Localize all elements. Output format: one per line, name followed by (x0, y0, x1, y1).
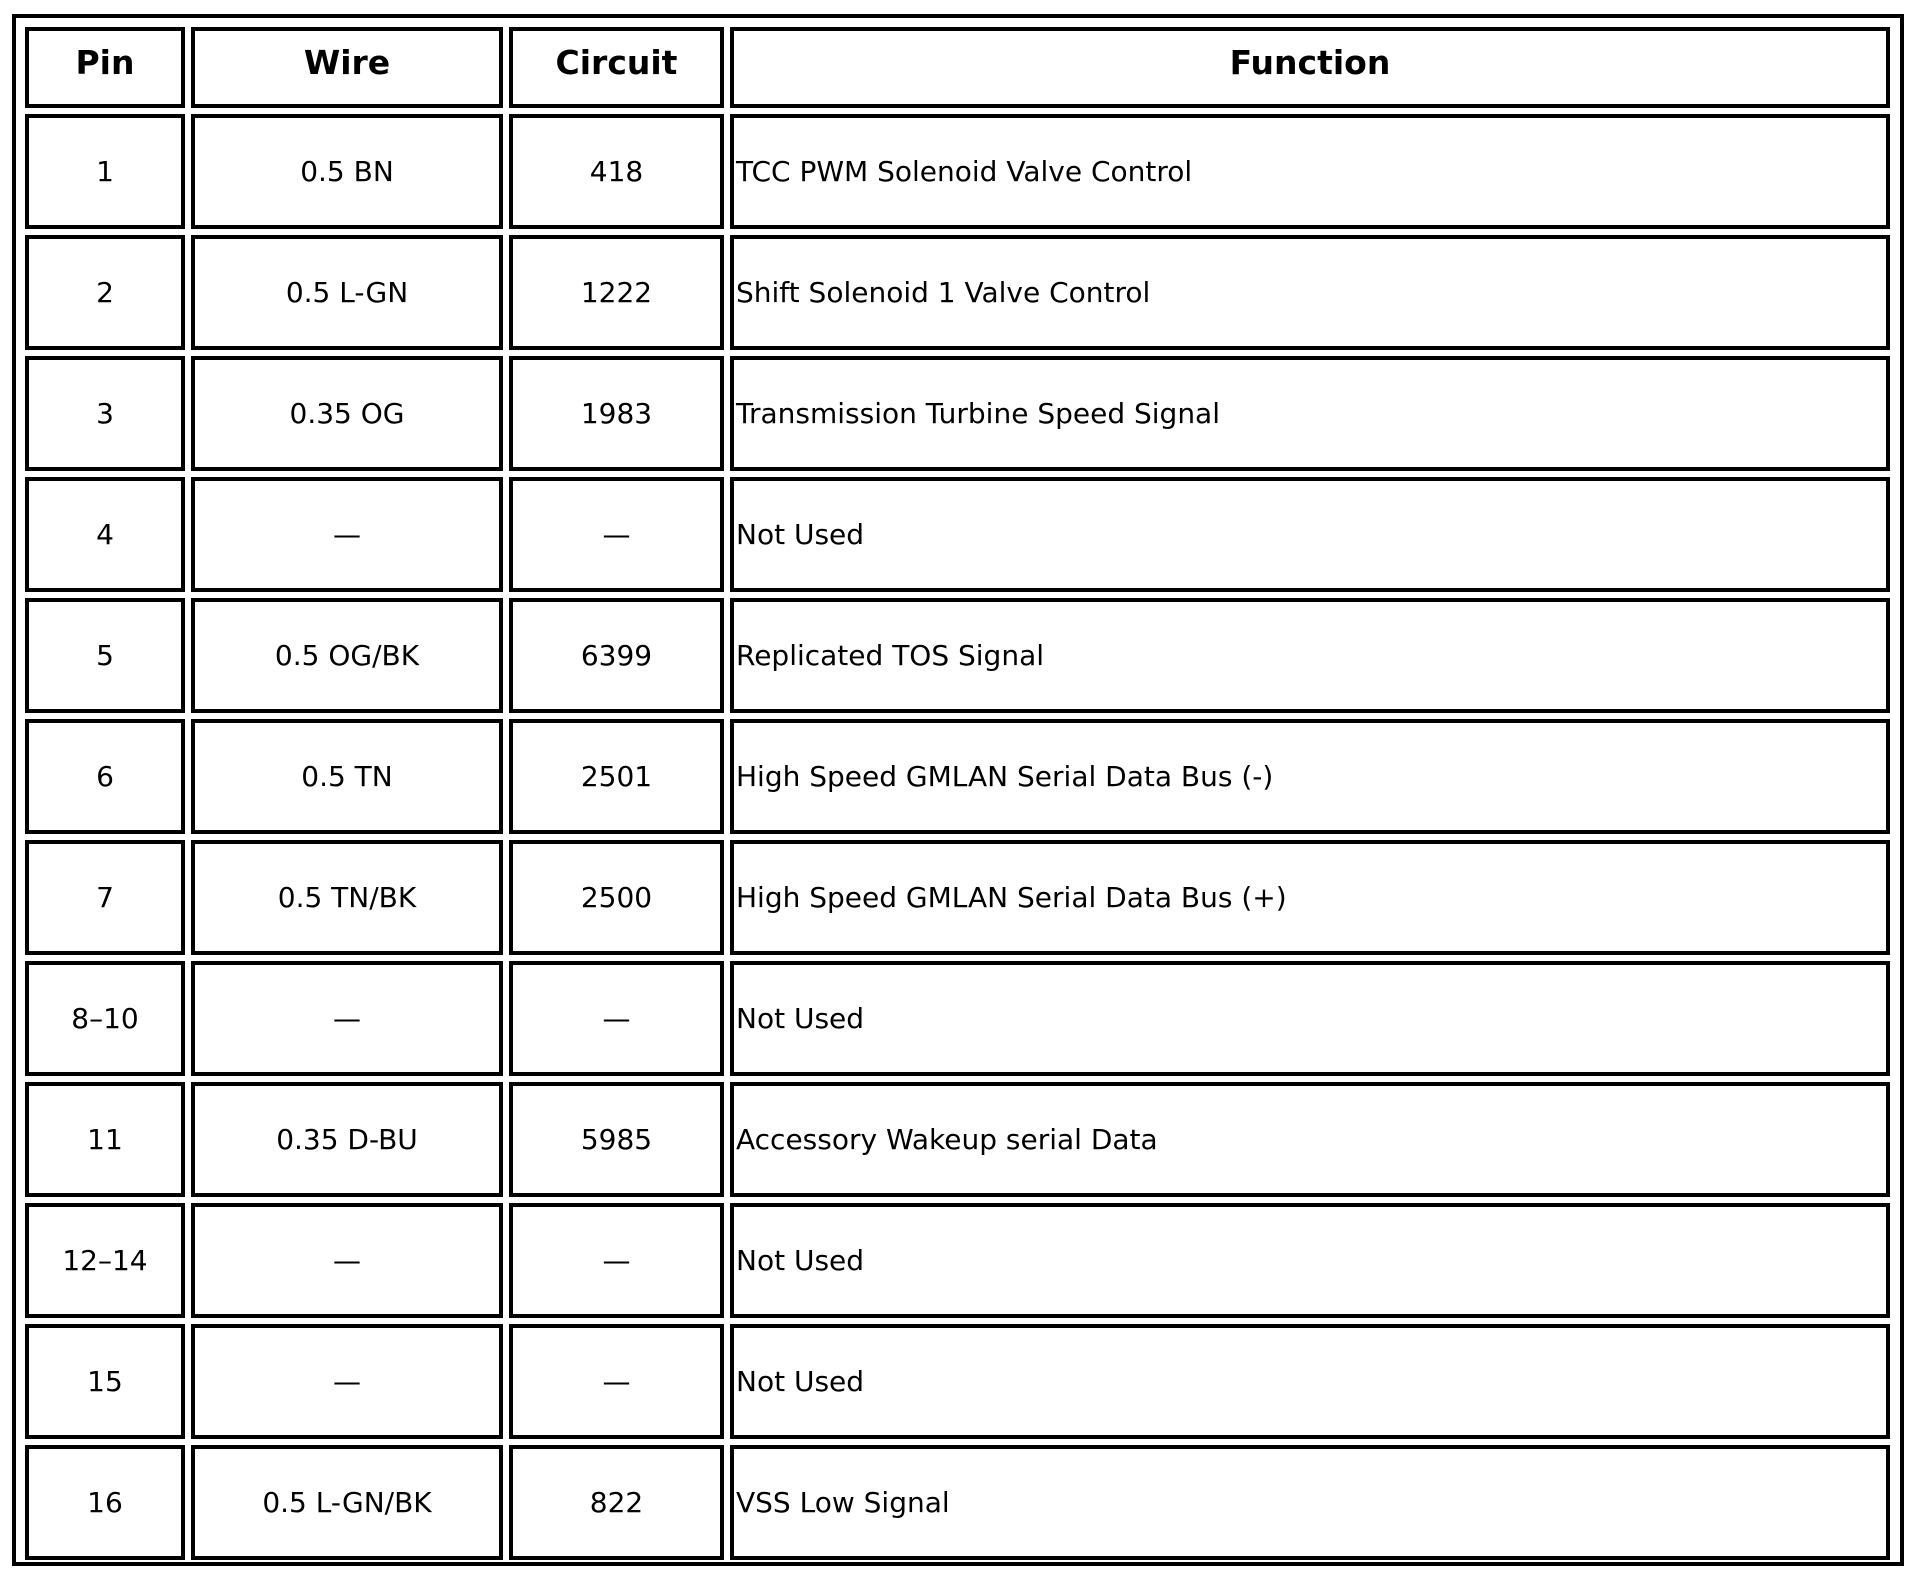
table-row (25, 235, 1890, 350)
header-row (25, 27, 1890, 108)
cell-wire: — (191, 1203, 503, 1318)
cell-pin: 8–10 (25, 961, 185, 1076)
cell-pin: 2 (25, 235, 185, 350)
cell-circuit: — (509, 1203, 724, 1318)
header-wire: Wire (191, 27, 503, 108)
cell-wire: — (191, 961, 503, 1076)
table-header (25, 27, 1890, 108)
table-row (25, 1445, 1890, 1560)
table-row (25, 840, 1890, 955)
cell-wire: 0.35 D-BU (191, 1082, 503, 1197)
header-circuit: Circuit (509, 27, 724, 108)
cell-circuit: — (509, 477, 724, 592)
cell-function: Not Used (730, 961, 1890, 1076)
cell-wire: 0.5 TN (191, 719, 503, 834)
cell-pin: 5 (25, 598, 185, 713)
cell-circuit: 1983 (509, 356, 724, 471)
pinout-table-frame (12, 14, 1904, 1566)
cell-wire: 0.5 L-GN/BK (191, 1445, 503, 1560)
cell-function: Not Used (730, 477, 1890, 592)
cell-circuit: 2500 (509, 840, 724, 955)
table-row (25, 356, 1890, 471)
cell-pin: 11 (25, 1082, 185, 1197)
table-row (25, 719, 1890, 834)
cell-circuit: — (509, 1324, 724, 1439)
table-row (25, 1203, 1890, 1318)
cell-pin: 6 (25, 719, 185, 834)
cell-pin: 7 (25, 840, 185, 955)
cell-pin: 16 (25, 1445, 185, 1560)
cell-circuit: 418 (509, 114, 724, 229)
cell-function: Transmission Turbine Speed Signal (730, 356, 1890, 471)
cell-circuit: 1222 (509, 235, 724, 350)
cell-pin: 4 (25, 477, 185, 592)
table-row (25, 477, 1890, 592)
cell-wire: — (191, 1324, 503, 1439)
table-row (25, 961, 1890, 1076)
cell-function: High Speed GMLAN Serial Data Bus (-) (730, 719, 1890, 834)
cell-pin: 12–14 (25, 1203, 185, 1318)
cell-wire: 0.35 OG (191, 356, 503, 471)
cell-function: Accessory Wakeup serial Data (730, 1082, 1890, 1197)
table-body (25, 114, 1890, 1560)
cell-wire: — (191, 477, 503, 592)
pinout-table (19, 21, 1896, 1566)
cell-circuit: 822 (509, 1445, 724, 1560)
cell-function: Replicated TOS Signal (730, 598, 1890, 713)
cell-function: High Speed GMLAN Serial Data Bus (+) (730, 840, 1890, 955)
cell-function: Shift Solenoid 1 Valve Control (730, 235, 1890, 350)
table-row (25, 1082, 1890, 1197)
cell-pin: 3 (25, 356, 185, 471)
cell-wire: 0.5 OG/BK (191, 598, 503, 713)
cell-function: Not Used (730, 1324, 1890, 1439)
cell-function: TCC PWM Solenoid Valve Control (730, 114, 1890, 229)
cell-wire: 0.5 TN/BK (191, 840, 503, 955)
header-function: Function (730, 27, 1890, 108)
cell-wire: 0.5 BN (191, 114, 503, 229)
cell-circuit: — (509, 961, 724, 1076)
cell-function: VSS Low Signal (730, 1445, 1890, 1560)
cell-circuit: 2501 (509, 719, 724, 834)
cell-circuit: 6399 (509, 598, 724, 713)
cell-pin: 15 (25, 1324, 185, 1439)
table-row (25, 114, 1890, 229)
table-row (25, 598, 1890, 713)
header-pin: Pin (25, 27, 185, 108)
cell-pin: 1 (25, 114, 185, 229)
cell-function: Not Used (730, 1203, 1890, 1318)
cell-wire: 0.5 L-GN (191, 235, 503, 350)
table-row (25, 1324, 1890, 1439)
cell-circuit: 5985 (509, 1082, 724, 1197)
